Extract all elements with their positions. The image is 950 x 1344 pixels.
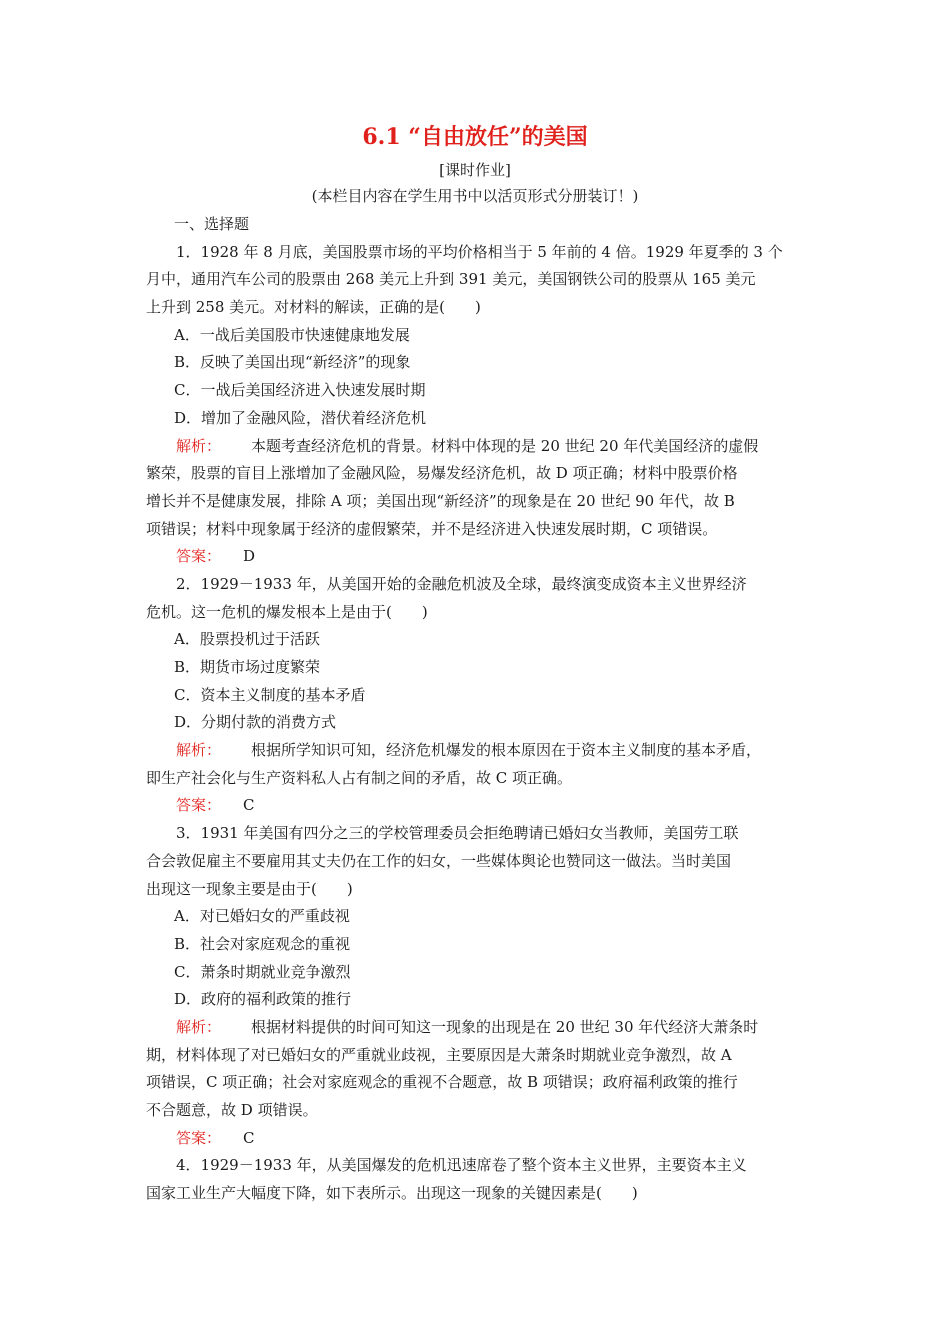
question-3 — [146, 820, 812, 1152]
answer-value: D — [243, 547, 256, 566]
option-a: A．对已婚妇女的严重歧视 — [174, 907, 350, 926]
question-stem-line: 出现这一现象主要是由于( ) — [146, 879, 353, 898]
answer-line — [146, 1125, 812, 1153]
answer-label: 答案： — [176, 1128, 222, 1147]
analysis-line: 项错误；材料中现象属于经济的虚假繁荣，并不是经济进入快速发展时期，C 项错误。 — [146, 519, 718, 538]
analysis-line — [146, 737, 812, 765]
option-c: C．萧条时期就业竞争激烈 — [174, 962, 351, 981]
question-stem-line: 3．1931 年美国有四分之三的学校管理委员会拒绝聘请已婚妇女当教师，美国劳工联 — [176, 824, 739, 843]
analysis-line: 不合题意，故 D 项错误。 — [146, 1101, 318, 1119]
option-c: C．一战后美国经济进入快速发展时期 — [174, 381, 426, 400]
exercise-body — [146, 211, 812, 1208]
question-stem-line: 1．1928 年 8 月底，美国股票市场的平均价格相当于 5 年前的 4 倍。1929 年夏季的 3 个 — [176, 242, 783, 261]
analysis-label: 解析： — [176, 1017, 222, 1036]
question-stem-line: 4．1929－1933 年，从美国爆发的危机迅速席卷了整个资本主义世界，主要资本主义 — [176, 1156, 747, 1175]
question-stem-line: 合会敦促雇主不要雇用其丈夫仍在工作的妇女，一些媒体舆论也赞同这一做法。当时美国 — [146, 851, 732, 870]
analysis-line: 即生产社会化与生产资料私人占有制之间的矛盾，故 C 项正确。 — [146, 768, 573, 787]
analysis-line — [146, 433, 812, 461]
analysis-line — [146, 1014, 812, 1042]
section-heading: 一、选择题 — [174, 215, 250, 233]
page-subtitle: [课时作业] — [439, 161, 511, 179]
option-a: A．股票投机过于活跃 — [174, 630, 320, 649]
question-stem-line: 国家工业生产大幅度下降，如下表所示。出现这一现象的关键因素是( ) — [146, 1184, 638, 1203]
question-stem-line: 2．1929－1933 年，从美国开始的金融危机波及全球，最终演变成资本主义世界经济 — [176, 574, 747, 593]
analysis-label: 解析： — [176, 436, 222, 455]
answer-value: C — [243, 1128, 255, 1147]
analysis-text: 本题考查经济危机的背景。材料中体现的是 20 世纪 20 年代美国经济的虚假 — [251, 436, 759, 455]
question-4 — [146, 1152, 812, 1207]
answer-label: 答案： — [176, 796, 222, 815]
analysis-line: 增长并不是健康发展，排除 A 项；美国出现“新经济”的现象是在 20 世纪 90 年代，故 B — [146, 491, 735, 510]
question-stem-line: 危机。这一危机的爆发根本上是由于( ) — [146, 602, 428, 621]
analysis-line: 项错误，C 项正确；社会对家庭观念的重视不合题意，故 B 项错误；政府福利政策的推行 — [146, 1073, 738, 1092]
analysis-label: 解析： — [176, 741, 222, 760]
answer-value: C — [243, 796, 255, 815]
answer-label: 答案： — [176, 547, 222, 566]
question-stem-line: 上升到 258 美元。对材料的解读，正确的是( ) — [146, 298, 481, 317]
option-d: D．增加了金融风险，潜伏着经济危机 — [174, 408, 427, 427]
analysis-line: 期，材料体现了对已婚妇女的严重就业歧视，主要原因是大萧条时期就业竞争激烈，故 A — [146, 1045, 732, 1064]
option-a: A．一战后美国股市快速健康地发展 — [174, 325, 410, 344]
analysis-text: 根据材料提供的时间可知这一现象的出现是在 20 世纪 30 年代经济大萧条时 — [251, 1017, 759, 1036]
option-b: B．社会对家庭观念的重视 — [174, 934, 351, 953]
question-2 — [146, 571, 812, 820]
binding-note: (本栏目内容在学生用书中以活页形式分册装订！) — [311, 187, 639, 205]
answer-line — [146, 792, 812, 820]
option-b: B．期货市场过度繁荣 — [174, 658, 321, 676]
option-c: C．资本主义制度的基本矛盾 — [174, 685, 366, 704]
answer-line — [146, 543, 812, 571]
option-d: D．政府的福利政策的推行 — [174, 990, 352, 1009]
analysis-text: 根据所学知识可知，经济危机爆发的根本原因在于资本主义制度的基本矛盾， — [251, 741, 762, 760]
option-b: B．反映了美国出现“新经济”的现象 — [174, 353, 411, 372]
option-d: D．分期付款的消费方式 — [174, 713, 337, 732]
question-stem-line: 月中，通用汽车公司的股票由 268 美元上升到 391 美元，美国钢铁公司的股票从 165 美元 — [146, 270, 756, 289]
analysis-line: 繁荣，股票的盲目上涨增加了金融风险，易爆发经济危机，故 D 项正确；材料中股票价格 — [146, 464, 738, 483]
question-1 — [146, 239, 812, 571]
page-title: 6.1 “自由放任”的美国 — [362, 124, 588, 150]
